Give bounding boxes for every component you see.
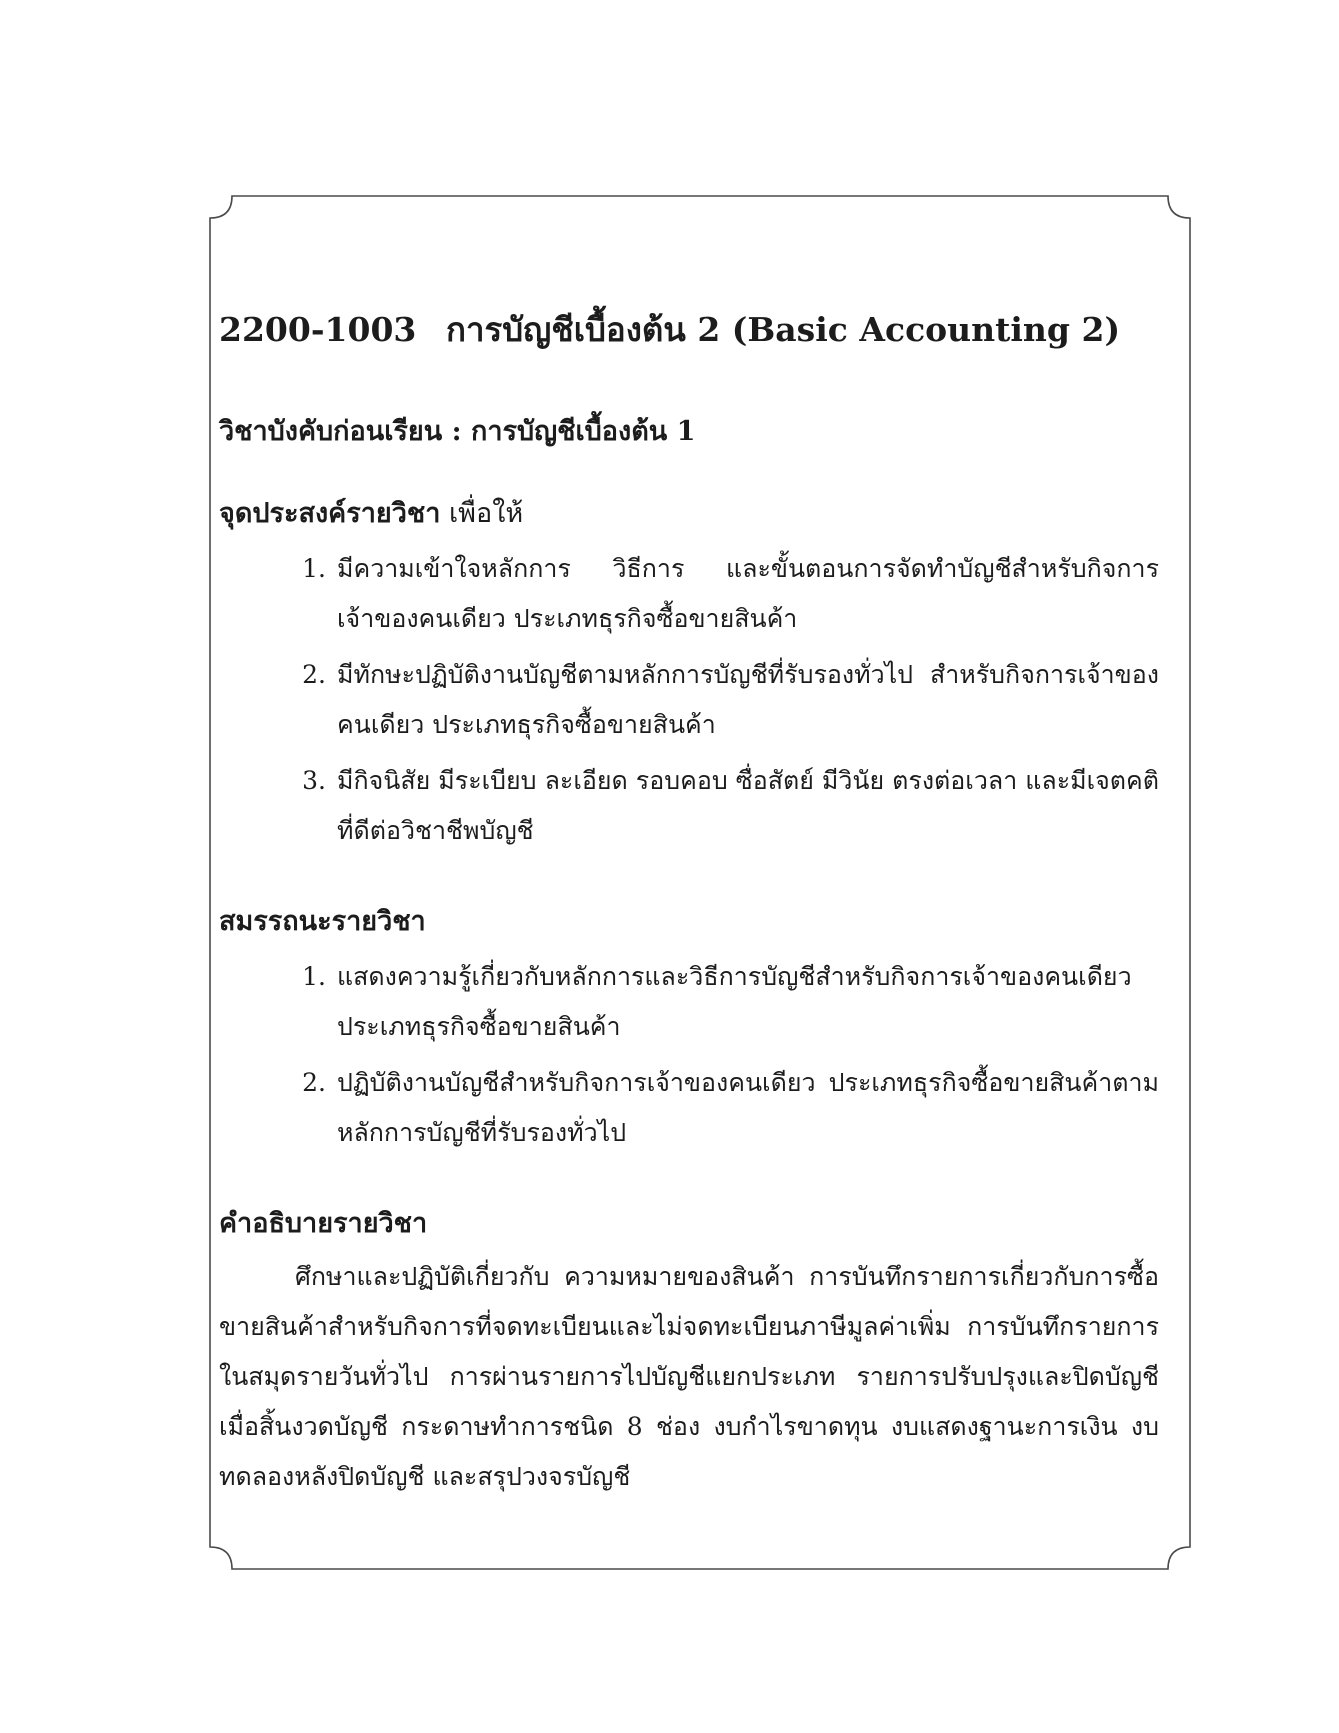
item-text: มีทักษะปฏิบัติงานบัญชีตามหลักการบัญชีที่รับรองทั่วไป สำหรับกิจการเจ้าของคนเดียว ประเภทธุรกิจซื้อขายสินค้า — [337, 660, 1159, 739]
item-text: แสดงความรู้เกี่ยวกับหลักการและวิธีการบัญชีสำหรับกิจการเจ้าของคนเดียว ประเภทธุรกิจซื้อขายสินค้า — [337, 962, 1132, 1041]
prerequisite: วิชาบังคับก่อนเรียน : การบัญชีเบื้องต้น 1 — [219, 416, 696, 447]
description-heading — [219, 1202, 1159, 1246]
course-title: การบัญชีเบื้องต้น 2 (Basic Accounting 2) — [446, 310, 1121, 349]
competencies-heading — [219, 900, 1159, 944]
list-item — [219, 952, 1159, 1052]
item-text: มีกิจนิสัย มีระเบียบ ละเอียด รอบคอบ ซื่อสัตย์ มีวินัย ตรงต่อเวลา และมีเจตคติที่ดีต่อวิชาชีพบัญชี — [337, 766, 1159, 845]
course-sheet — [219, 300, 1159, 1527]
competencies-title: สมรรถนะรายวิชา — [219, 906, 426, 937]
item-number: 2. — [302, 660, 326, 689]
list-item — [219, 756, 1159, 856]
objectives-title: จุดประสงค์รายวิชา — [219, 498, 441, 529]
item-text: มีความเข้าใจหลักการ วิธีการ และขั้นตอนการจัดทำบัญชีสำหรับกิจการเจ้าของคนเดียว ประเภทธุรกิจซื้อขายสินค้า — [337, 554, 1159, 633]
competencies-list — [219, 952, 1159, 1158]
objectives-heading — [219, 492, 1159, 536]
description-title: คำอธิบายรายวิชา — [219, 1208, 428, 1239]
objectives-lead: เพื่อให้ — [448, 498, 524, 529]
list-item — [219, 1058, 1159, 1158]
item-number: 1. — [302, 962, 326, 991]
item-number: 2. — [302, 1068, 326, 1097]
list-item — [219, 544, 1159, 644]
item-text: ปฏิบัติงานบัญชีสำหรับกิจการเจ้าของคนเดียว ประเภทธุรกิจซื้อขายสินค้าตามหลักการบัญชีที่รับรองทั่วไป — [337, 1068, 1159, 1147]
course-description: ศึกษาและปฏิบัติเกี่ยวกับ ความหมายของสินค้า การบันทึกรายการเกี่ยวกับการซื้อขายสินค้าสำหรับกิจการที่จดทะเบียนและไม่จดทะเบียนภาษีมูลค่าเพิ่ม การบันทึกรายการในสมุดรายวันทั่วไป การผ่านรายการไปบัญชีแยกประเภท รายการปรับปรุงและปิดบัญชีเมื่อสิ้นงวดบัญชี กระดาษทำการชนิด 8 ช่อง งบกำไรขาดทุน งบแสดงฐานะการเงิน งบทดลองหลังปิดบัญชี และสรุปวงจรบัญชี — [219, 1262, 1159, 1491]
list-item — [219, 650, 1159, 750]
item-number: 1. — [302, 554, 326, 583]
objectives-list — [219, 544, 1159, 856]
course-heading — [219, 300, 1159, 360]
course-code: 2200-1003 — [219, 310, 417, 349]
item-number: 3. — [302, 766, 326, 795]
